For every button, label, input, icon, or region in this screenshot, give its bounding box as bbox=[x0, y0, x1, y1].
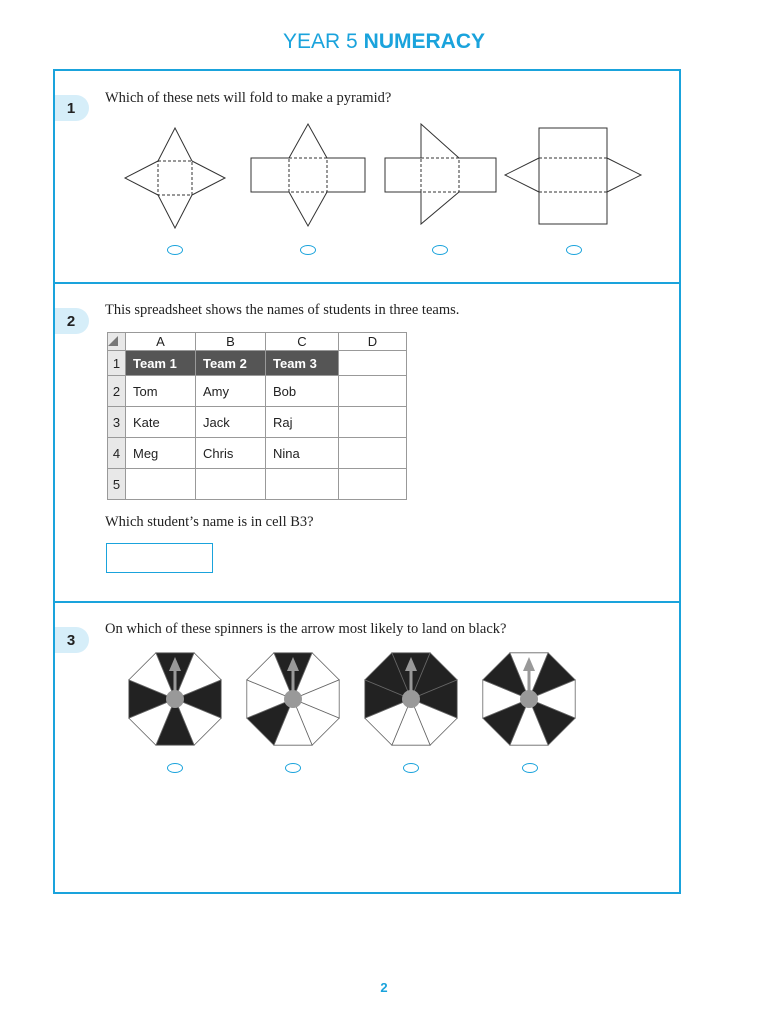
q3-option-3-radio[interactable] bbox=[403, 763, 419, 773]
table-cell: Chris bbox=[196, 438, 266, 469]
question-3-text: On which of these spinners is the arrow most likely to land on black? bbox=[105, 621, 507, 637]
table-cell: Jack bbox=[196, 407, 266, 438]
row-header: 2 bbox=[108, 376, 126, 407]
table-cell: Team 1 bbox=[126, 351, 196, 376]
sheet-corner bbox=[108, 333, 126, 351]
column-header: B bbox=[196, 333, 266, 351]
table-cell bbox=[339, 376, 407, 407]
row-header: 4 bbox=[108, 438, 126, 469]
spinner-1 bbox=[129, 653, 221, 745]
table-row bbox=[108, 376, 407, 407]
spinner-3 bbox=[365, 653, 457, 745]
row-header: 3 bbox=[108, 407, 126, 438]
table-cell: Tom bbox=[126, 376, 196, 407]
column-header: A bbox=[126, 333, 196, 351]
q1-option-2-radio[interactable] bbox=[300, 245, 316, 255]
divider-2 bbox=[55, 601, 679, 603]
question-2-prompt: Which student’s name is in cell B3? bbox=[105, 514, 314, 530]
table-cell bbox=[339, 407, 407, 438]
question-2-text: This spreadsheet shows the names of students in three teams. bbox=[105, 302, 460, 318]
table-cell: Amy bbox=[196, 376, 266, 407]
page-number: 2 bbox=[380, 980, 388, 995]
question-3-number: 3 bbox=[55, 627, 89, 653]
header-subject: NUMERACY bbox=[363, 30, 486, 53]
row-header: 1 bbox=[108, 351, 126, 376]
q3-option-1-radio[interactable] bbox=[167, 763, 183, 773]
table-row bbox=[108, 407, 407, 438]
header-year: YEAR 5 bbox=[282, 30, 358, 53]
net-1 bbox=[125, 128, 225, 228]
q1-option-1-radio[interactable] bbox=[167, 245, 183, 255]
question-2-number: 2 bbox=[55, 308, 89, 334]
question-1-number: 1 bbox=[55, 95, 89, 121]
q2-answer-input[interactable] bbox=[106, 543, 213, 573]
q1-option-3-radio[interactable] bbox=[432, 245, 448, 255]
table-cell: Team 3 bbox=[266, 351, 339, 376]
net-4 bbox=[505, 128, 641, 224]
spinner-4 bbox=[483, 653, 575, 745]
q1-option-4-radio[interactable] bbox=[566, 245, 582, 255]
pyramid-nets bbox=[55, 116, 679, 266]
table-cell bbox=[266, 469, 339, 500]
column-header: C bbox=[266, 333, 339, 351]
column-header: D bbox=[339, 333, 407, 351]
spinner-2 bbox=[247, 653, 339, 745]
question-1-text: Which of these nets will fold to make a pyramid? bbox=[105, 90, 392, 106]
table-cell: Kate bbox=[126, 407, 196, 438]
table-cell: Team 2 bbox=[196, 351, 266, 376]
divider-1 bbox=[55, 282, 679, 284]
table-cell bbox=[339, 469, 407, 500]
table-cell bbox=[126, 469, 196, 500]
table-row bbox=[108, 438, 407, 469]
corner-triangle-icon bbox=[108, 336, 118, 346]
table-cell bbox=[339, 438, 407, 469]
net-3 bbox=[385, 124, 496, 224]
table-cell: Nina bbox=[266, 438, 339, 469]
table-cell: Meg bbox=[126, 438, 196, 469]
q3-option-2-radio[interactable] bbox=[285, 763, 301, 773]
page-header bbox=[0, 30, 768, 54]
table-cell bbox=[339, 351, 407, 376]
spinners bbox=[55, 647, 679, 757]
spreadsheet bbox=[107, 332, 407, 500]
q3-option-4-radio[interactable] bbox=[522, 763, 538, 773]
row-header: 5 bbox=[108, 469, 126, 500]
table-cell: Bob bbox=[266, 376, 339, 407]
table-cell bbox=[196, 469, 266, 500]
table-row bbox=[108, 469, 407, 500]
net-2 bbox=[251, 124, 365, 226]
table-cell: Raj bbox=[266, 407, 339, 438]
questions-frame bbox=[53, 69, 681, 894]
table-row bbox=[108, 351, 407, 376]
